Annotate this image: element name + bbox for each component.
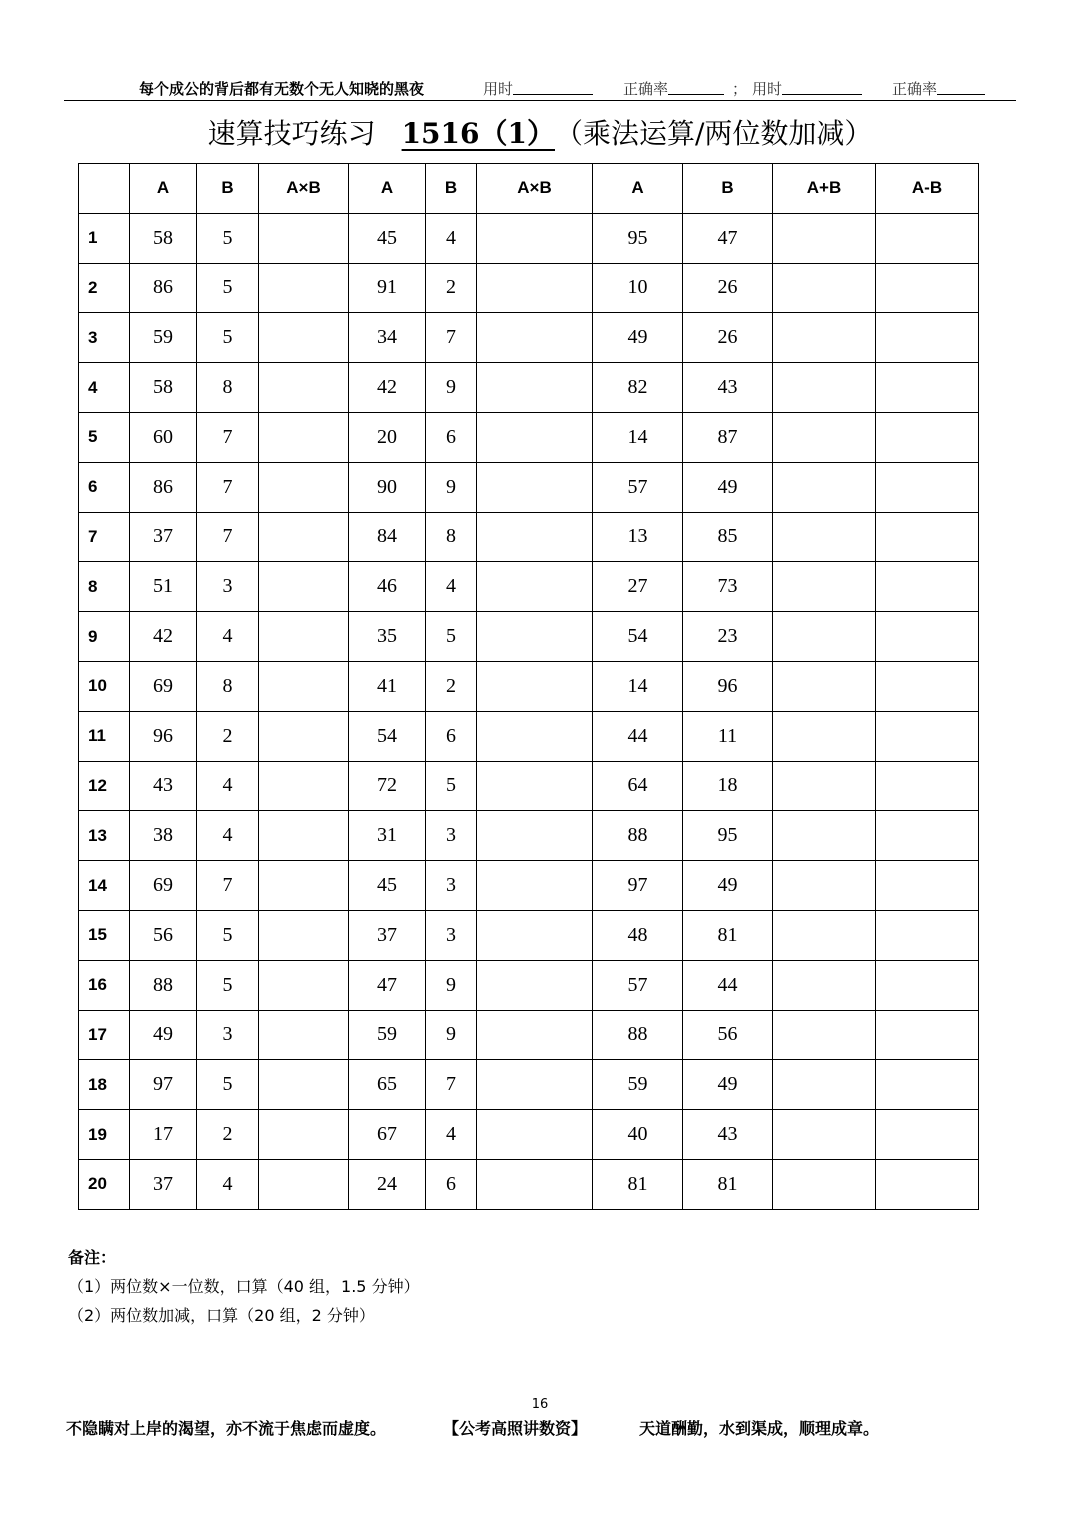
answer-cell[interactable] xyxy=(876,1010,979,1060)
answer-cell[interactable] xyxy=(876,761,979,811)
answer-cell[interactable] xyxy=(773,711,876,761)
header-cell: A xyxy=(349,164,426,214)
value-cell: 31 xyxy=(349,811,426,861)
value-cell: 10 xyxy=(593,263,683,313)
value-cell: 65 xyxy=(349,1060,426,1110)
row-number: 3 xyxy=(79,313,130,363)
row-number: 9 xyxy=(79,612,130,662)
accuracy-label-2: 正确率 xyxy=(892,78,937,99)
answer-cell[interactable] xyxy=(259,1159,349,1209)
answer-cell[interactable] xyxy=(477,711,593,761)
answer-cell[interactable] xyxy=(876,1110,979,1160)
value-cell: 86 xyxy=(130,462,197,512)
answer-cell[interactable] xyxy=(259,512,349,562)
value-cell: 59 xyxy=(349,1010,426,1060)
value-cell: 20 xyxy=(349,412,426,462)
value-cell: 9 xyxy=(426,363,477,413)
answer-cell[interactable] xyxy=(876,711,979,761)
value-cell: 7 xyxy=(426,1060,477,1110)
row-number: 10 xyxy=(79,661,130,711)
header-cell xyxy=(79,164,130,214)
answer-cell[interactable] xyxy=(876,213,979,263)
value-cell: 11 xyxy=(683,711,773,761)
row-number: 15 xyxy=(79,910,130,960)
value-cell: 44 xyxy=(683,960,773,1010)
value-cell: 38 xyxy=(130,811,197,861)
answer-cell[interactable] xyxy=(773,811,876,861)
answer-cell[interactable] xyxy=(773,512,876,562)
value-cell: 9 xyxy=(426,960,477,1010)
table-row xyxy=(79,363,979,413)
value-cell: 2 xyxy=(197,1110,259,1160)
value-cell: 35 xyxy=(349,612,426,662)
value-cell: 5 xyxy=(426,612,477,662)
answer-cell[interactable] xyxy=(773,910,876,960)
table-row xyxy=(79,761,979,811)
answer-cell[interactable] xyxy=(876,562,979,612)
value-cell: 96 xyxy=(683,661,773,711)
value-cell: 37 xyxy=(130,1159,197,1209)
answer-cell[interactable] xyxy=(477,910,593,960)
row-number: 1 xyxy=(79,213,130,263)
answer-cell[interactable] xyxy=(259,910,349,960)
value-cell: 34 xyxy=(349,313,426,363)
answer-cell[interactable] xyxy=(477,562,593,612)
answer-cell[interactable] xyxy=(773,263,876,313)
time-label-1: 用时 xyxy=(483,78,513,99)
value-cell: 4 xyxy=(197,761,259,811)
value-cell: 13 xyxy=(593,512,683,562)
row-number: 7 xyxy=(79,512,130,562)
value-cell: 26 xyxy=(683,313,773,363)
row-number: 14 xyxy=(79,861,130,911)
table-row xyxy=(79,811,979,861)
answer-cell[interactable] xyxy=(477,1110,593,1160)
notes-line-2: （2）两位数加减，口算（20 组，2 分钟） xyxy=(68,1306,375,1325)
value-cell: 51 xyxy=(130,562,197,612)
value-cell: 46 xyxy=(349,562,426,612)
answer-cell[interactable] xyxy=(259,861,349,911)
value-cell: 17 xyxy=(130,1110,197,1160)
value-cell: 47 xyxy=(683,213,773,263)
header-cell: A×B xyxy=(259,164,349,214)
row-number: 6 xyxy=(79,462,130,512)
answer-cell[interactable] xyxy=(773,761,876,811)
value-cell: 49 xyxy=(130,1010,197,1060)
value-cell: 23 xyxy=(683,612,773,662)
value-cell: 58 xyxy=(130,363,197,413)
answer-cell[interactable] xyxy=(773,363,876,413)
value-cell: 4 xyxy=(197,811,259,861)
row-number: 18 xyxy=(79,1060,130,1110)
value-cell: 84 xyxy=(349,512,426,562)
answer-cell[interactable] xyxy=(876,1159,979,1209)
value-cell: 56 xyxy=(130,910,197,960)
value-cell: 3 xyxy=(426,861,477,911)
value-cell: 45 xyxy=(349,213,426,263)
table-row xyxy=(79,711,979,761)
answer-cell[interactable] xyxy=(876,412,979,462)
table-row xyxy=(79,661,979,711)
title-code: 1516（1） xyxy=(401,117,555,150)
table-row xyxy=(79,512,979,562)
row-number: 11 xyxy=(79,711,130,761)
value-cell: 90 xyxy=(349,462,426,512)
value-cell: 37 xyxy=(130,512,197,562)
value-cell: 45 xyxy=(349,861,426,911)
value-cell: 2 xyxy=(197,711,259,761)
value-cell: 2 xyxy=(426,263,477,313)
table-row xyxy=(79,1010,979,1060)
answer-cell[interactable] xyxy=(259,213,349,263)
answer-cell[interactable] xyxy=(773,562,876,612)
value-cell: 60 xyxy=(130,412,197,462)
answer-cell[interactable] xyxy=(259,811,349,861)
footer-right: 天道酬勤，水到渠成，顺理成章。 xyxy=(639,1419,880,1438)
header-cell: B xyxy=(426,164,477,214)
header-cell: A xyxy=(130,164,197,214)
table-row xyxy=(79,1110,979,1160)
answer-cell[interactable] xyxy=(773,1060,876,1110)
answer-cell[interactable] xyxy=(477,612,593,662)
answer-cell[interactable] xyxy=(773,412,876,462)
answer-cell[interactable] xyxy=(259,761,349,811)
answer-cell[interactable] xyxy=(477,811,593,861)
header-cell: A xyxy=(593,164,683,214)
answer-cell[interactable] xyxy=(773,612,876,662)
answer-cell[interactable] xyxy=(876,313,979,363)
time-label-2: 用时 xyxy=(752,78,782,99)
answer-cell[interactable] xyxy=(477,462,593,512)
value-cell: 6 xyxy=(426,711,477,761)
value-cell: 64 xyxy=(593,761,683,811)
answer-cell[interactable] xyxy=(259,1010,349,1060)
table-row xyxy=(79,910,979,960)
value-cell: 6 xyxy=(426,412,477,462)
value-cell: 57 xyxy=(593,462,683,512)
row-number: 8 xyxy=(79,562,130,612)
value-cell: 42 xyxy=(349,363,426,413)
value-cell: 5 xyxy=(426,761,477,811)
answer-cell[interactable] xyxy=(477,861,593,911)
answer-cell[interactable] xyxy=(773,462,876,512)
header-cell: A-B xyxy=(876,164,979,214)
value-cell: 5 xyxy=(197,910,259,960)
answer-cell[interactable] xyxy=(477,313,593,363)
answer-cell[interactable] xyxy=(477,761,593,811)
answer-cell[interactable] xyxy=(876,612,979,662)
value-cell: 40 xyxy=(593,1110,683,1160)
value-cell: 4 xyxy=(426,213,477,263)
title-suffix: （乘法运算/两位数加减） xyxy=(569,117,873,150)
value-cell: 44 xyxy=(593,711,683,761)
header-motto: 每个成公的背后都有无数个无人知晓的黑夜 xyxy=(139,80,425,98)
answer-cell[interactable] xyxy=(259,1110,349,1160)
value-cell: 9 xyxy=(426,462,477,512)
value-cell: 47 xyxy=(349,960,426,1010)
value-cell: 88 xyxy=(130,960,197,1010)
value-cell: 6 xyxy=(426,1159,477,1209)
notes-label: 备注： xyxy=(68,1248,117,1267)
value-cell: 73 xyxy=(683,562,773,612)
value-cell: 91 xyxy=(349,263,426,313)
value-cell: 7 xyxy=(197,412,259,462)
value-cell: 3 xyxy=(197,562,259,612)
header-cell: A+B xyxy=(773,164,876,214)
answer-cell[interactable] xyxy=(876,910,979,960)
answer-cell[interactable] xyxy=(259,263,349,313)
value-cell: 27 xyxy=(593,562,683,612)
row-number: 16 xyxy=(79,960,130,1010)
row-number: 17 xyxy=(79,1010,130,1060)
value-cell: 5 xyxy=(197,960,259,1010)
value-cell: 4 xyxy=(197,1159,259,1209)
value-cell: 97 xyxy=(593,861,683,911)
value-cell: 43 xyxy=(130,761,197,811)
answer-cell[interactable] xyxy=(259,363,349,413)
answer-cell[interactable] xyxy=(259,1060,349,1110)
answer-cell[interactable] xyxy=(876,363,979,413)
table-row xyxy=(79,213,979,263)
answer-cell[interactable] xyxy=(876,512,979,562)
value-cell: 81 xyxy=(683,1159,773,1209)
table-row xyxy=(79,462,979,512)
value-cell: 43 xyxy=(683,1110,773,1160)
answer-cell[interactable] xyxy=(773,1159,876,1209)
exercise-table xyxy=(78,163,979,1210)
row-number: 20 xyxy=(79,1159,130,1209)
header-cell: A×B xyxy=(477,164,593,214)
value-cell: 86 xyxy=(130,263,197,313)
table-row xyxy=(79,861,979,911)
answer-cell[interactable] xyxy=(477,661,593,711)
value-cell: 96 xyxy=(130,711,197,761)
value-cell: 8 xyxy=(426,512,477,562)
answer-cell[interactable] xyxy=(259,960,349,1010)
value-cell: 59 xyxy=(593,1060,683,1110)
answer-cell[interactable] xyxy=(259,313,349,363)
value-cell: 88 xyxy=(593,1010,683,1060)
value-cell: 49 xyxy=(683,861,773,911)
table-row xyxy=(79,562,979,612)
table-row xyxy=(79,263,979,313)
value-cell: 59 xyxy=(130,313,197,363)
value-cell: 81 xyxy=(683,910,773,960)
value-cell: 54 xyxy=(349,711,426,761)
answer-cell[interactable] xyxy=(773,313,876,363)
value-cell: 5 xyxy=(197,313,259,363)
footer-middle: 【公考高照讲数资】 xyxy=(443,1419,588,1438)
header-separator: ； xyxy=(732,80,748,98)
answer-cell[interactable] xyxy=(876,811,979,861)
value-cell: 82 xyxy=(593,363,683,413)
header-cell: B xyxy=(683,164,773,214)
page-header xyxy=(64,76,1016,101)
value-cell: 81 xyxy=(593,1159,683,1209)
table-row xyxy=(79,1060,979,1110)
value-cell: 87 xyxy=(683,412,773,462)
answer-cell[interactable] xyxy=(477,363,593,413)
table-row xyxy=(79,1159,979,1209)
value-cell: 69 xyxy=(130,861,197,911)
answer-cell[interactable] xyxy=(773,960,876,1010)
value-cell: 8 xyxy=(197,363,259,413)
answer-cell[interactable] xyxy=(477,213,593,263)
answer-cell[interactable] xyxy=(876,960,979,1010)
answer-cell[interactable] xyxy=(773,1110,876,1160)
value-cell: 85 xyxy=(683,512,773,562)
value-cell: 67 xyxy=(349,1110,426,1160)
answer-cell[interactable] xyxy=(259,562,349,612)
table-row xyxy=(79,412,979,462)
answer-cell[interactable] xyxy=(477,960,593,1010)
value-cell: 7 xyxy=(426,313,477,363)
value-cell: 18 xyxy=(683,761,773,811)
value-cell: 37 xyxy=(349,910,426,960)
answer-cell[interactable] xyxy=(477,1159,593,1209)
answer-cell[interactable] xyxy=(477,1010,593,1060)
value-cell: 57 xyxy=(593,960,683,1010)
answer-cell[interactable] xyxy=(259,462,349,512)
value-cell: 5 xyxy=(197,263,259,313)
answer-cell[interactable] xyxy=(773,213,876,263)
title-prefix: 速算技巧练习 xyxy=(207,117,376,150)
value-cell: 7 xyxy=(197,462,259,512)
value-cell: 56 xyxy=(683,1010,773,1060)
value-cell: 24 xyxy=(349,1159,426,1209)
answer-cell[interactable] xyxy=(259,412,349,462)
row-number: 12 xyxy=(79,761,130,811)
table-row xyxy=(79,313,979,363)
table-row xyxy=(79,612,979,662)
value-cell: 4 xyxy=(426,562,477,612)
value-cell: 95 xyxy=(593,213,683,263)
answer-cell[interactable] xyxy=(259,711,349,761)
value-cell: 49 xyxy=(683,1060,773,1110)
row-number: 5 xyxy=(79,412,130,462)
answer-cell[interactable] xyxy=(773,1010,876,1060)
row-number: 19 xyxy=(79,1110,130,1160)
row-number: 2 xyxy=(79,263,130,313)
row-number: 4 xyxy=(79,363,130,413)
value-cell: 43 xyxy=(683,363,773,413)
value-cell: 8 xyxy=(197,661,259,711)
value-cell: 5 xyxy=(197,213,259,263)
table-row xyxy=(79,960,979,1010)
answer-cell[interactable] xyxy=(876,661,979,711)
value-cell: 2 xyxy=(426,661,477,711)
value-cell: 88 xyxy=(593,811,683,861)
value-cell: 9 xyxy=(426,1010,477,1060)
answer-cell[interactable] xyxy=(259,661,349,711)
answer-cell[interactable] xyxy=(477,512,593,562)
header-cell: B xyxy=(197,164,259,214)
value-cell: 49 xyxy=(593,313,683,363)
value-cell: 58 xyxy=(130,213,197,263)
page-title xyxy=(0,112,1080,152)
answer-cell[interactable] xyxy=(876,462,979,512)
table-header-row xyxy=(79,164,979,214)
value-cell: 49 xyxy=(683,462,773,512)
value-cell: 4 xyxy=(426,1110,477,1160)
value-cell: 54 xyxy=(593,612,683,662)
value-cell: 42 xyxy=(130,612,197,662)
value-cell: 4 xyxy=(197,612,259,662)
answer-cell[interactable] xyxy=(876,263,979,313)
value-cell: 3 xyxy=(426,910,477,960)
notes-line-1: （1）两位数×一位数，口算（40 组，1.5 分钟） xyxy=(68,1277,420,1296)
footer-left: 不隐瞒对上岸的渴望，亦不流于焦虑而虚度。 xyxy=(66,1419,387,1438)
answer-cell[interactable] xyxy=(477,412,593,462)
value-cell: 14 xyxy=(593,412,683,462)
value-cell: 72 xyxy=(349,761,426,811)
row-number: 13 xyxy=(79,811,130,861)
answer-cell[interactable] xyxy=(773,661,876,711)
value-cell: 5 xyxy=(197,1060,259,1110)
value-cell: 3 xyxy=(197,1010,259,1060)
answer-cell[interactable] xyxy=(876,861,979,911)
answer-cell[interactable] xyxy=(259,612,349,662)
value-cell: 7 xyxy=(197,512,259,562)
answer-cell[interactable] xyxy=(773,861,876,911)
answer-cell[interactable] xyxy=(477,1060,593,1110)
accuracy-label-1: 正确率 xyxy=(623,78,668,99)
value-cell: 3 xyxy=(426,811,477,861)
answer-cell[interactable] xyxy=(876,1060,979,1110)
value-cell: 95 xyxy=(683,811,773,861)
value-cell: 41 xyxy=(349,661,426,711)
answer-cell[interactable] xyxy=(477,263,593,313)
value-cell: 26 xyxy=(683,263,773,313)
value-cell: 7 xyxy=(197,861,259,911)
value-cell: 14 xyxy=(593,661,683,711)
value-cell: 69 xyxy=(130,661,197,711)
notes xyxy=(68,1243,420,1330)
value-cell: 48 xyxy=(593,910,683,960)
value-cell: 97 xyxy=(130,1060,197,1110)
page-number: 16 xyxy=(531,1397,549,1412)
